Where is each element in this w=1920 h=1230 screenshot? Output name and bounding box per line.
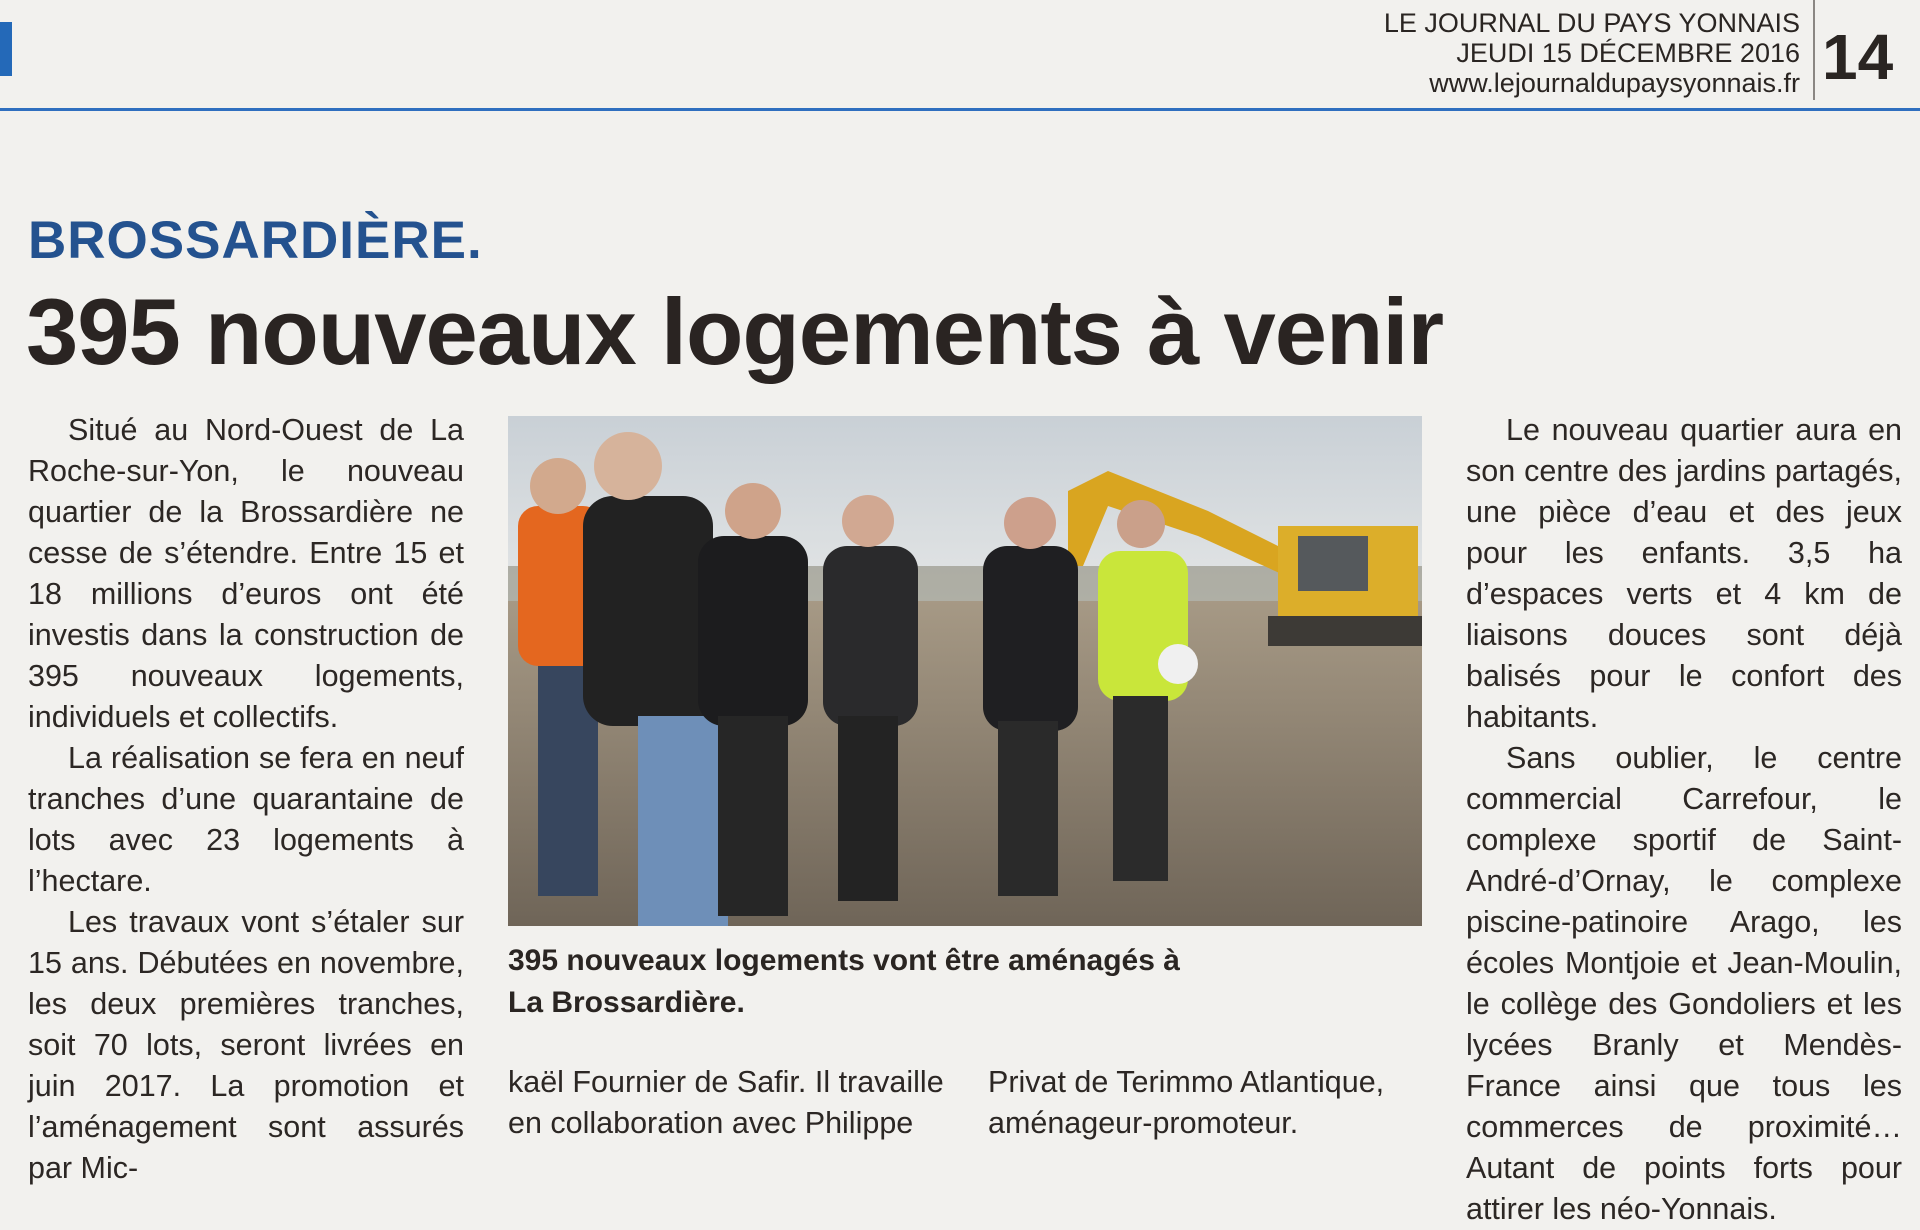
photo-caption — [508, 940, 1408, 1024]
paragraph: Les travaux vont s’étaler sur 15 ans. Débutées en novembre, les deux premières tranches, soit 70 lots, seront livrées en juin 2017. La promotion et l’aménagement sont assurés par Mic- — [28, 905, 464, 1185]
article-column-1 — [28, 410, 464, 1189]
publication-name: LE JOURNAL DU PAYS YONNAIS — [1383, 8, 1800, 38]
paragraph: Le nouveau quartier aura en son centre des jardins partagés, une pièce d’eau et des jeux pour les enfants. 3,5 ha d’espaces verts et 4 km de liaisons douces sont déjà balisés pour le confort des habitants. — [1466, 413, 1902, 734]
paragraph: La réalisation se fera en neuf tranches d’une quarantaine de lots avec 23 logements à l’hectare. — [28, 741, 464, 898]
article-headline: 395 nouveaux logements à venir — [26, 279, 1444, 384]
article-column-4 — [1466, 410, 1902, 1230]
paragraph: kaël Fournier de Safir. Il travaille en collaboration avec Philippe — [508, 1065, 944, 1140]
paragraph: Sans oublier, le centre commercial Carrefour, le complexe sportif de Saint-André-d’Ornay, le complexe piscine-patinoire Arago, les écoles Montjoie et Jean-Moulin, le collège des Gondoliers et les lycées Branly et Mendès-France ainsi que tous les commerces de proximité… Autant de points forts pour attirer les néo-Yonnais. — [1466, 741, 1902, 1226]
article-photo — [508, 416, 1422, 926]
construction-site-photo — [508, 416, 1422, 926]
header-rule — [0, 108, 1920, 111]
page-number: 14 — [1822, 21, 1894, 93]
article-column-3 — [988, 1062, 1418, 1144]
article-kicker: BROSSARDIÈRE. — [28, 211, 483, 270]
publication-website: www.lejournaldupaysyonnais.fr — [1429, 68, 1800, 98]
masthead — [1384, 8, 1800, 98]
edge-color-mark — [0, 22, 12, 76]
masthead-separator — [1813, 0, 1815, 100]
paragraph: Privat de Terimmo Atlantique, aménageur-promoteur. — [988, 1065, 1385, 1140]
caption-line: La Brossardière. — [508, 986, 745, 1019]
caption-line: 395 nouveaux logements vont être aménagés à — [508, 944, 1180, 977]
publication-date: JEUDI 15 DÉCEMBRE 2016 — [1456, 38, 1800, 68]
article-column-2 — [508, 1062, 948, 1144]
paragraph: Situé au Nord-Ouest de La Roche-sur-Yon, le nouveau quartier de la Brossardière ne cesse de s’étendre. Entre 15 et 18 millions d’euros ont été investis dans la construction de 395 nouveaux logements, individuels et collectifs. — [28, 413, 464, 734]
